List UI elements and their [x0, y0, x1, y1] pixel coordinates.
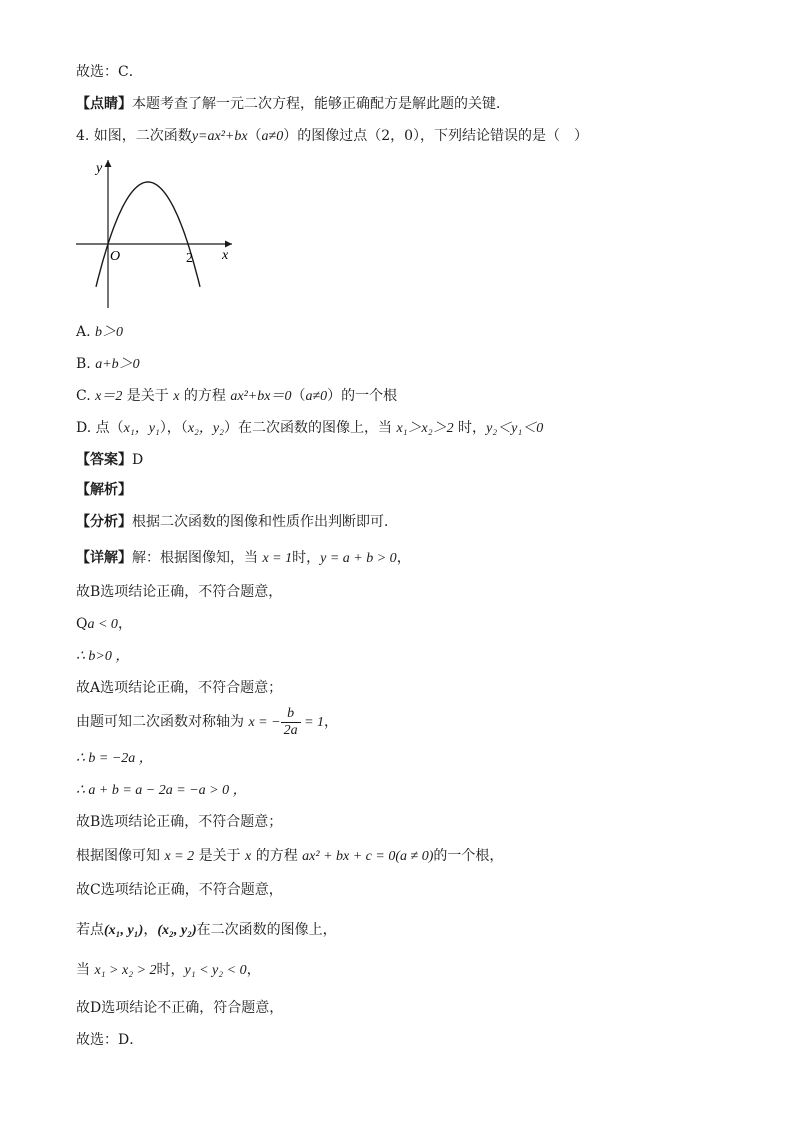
root-label: 2: [186, 251, 193, 266]
option-a: A. b＞0: [76, 324, 124, 340]
step-13: 故D选项结论不正确，符合题意，: [76, 1000, 284, 1016]
option-d: D. 点（x₁，y₁），（x₂，y₂）在二次函数的图像上，当 x₁＞x₂＞2 时，y₂＜y₁＜0: [76, 420, 544, 436]
fraction-b-over-2a: $\frac{b}{2a}$: [281, 706, 301, 739]
analysis-line: 【分析】根据二次函数的图像和性质作出判断即可．: [76, 514, 398, 530]
previous-conclusion: 故选：C．: [76, 64, 143, 80]
y-axis-label: y: [96, 161, 103, 176]
step-6: ∴ b = −2a ，: [76, 751, 153, 766]
parabola-curve: [96, 182, 200, 287]
option-b: B. a+b＞0: [76, 356, 140, 372]
detail-line: 【详解】解：根据图像知，当 x = 1时，y = a + b > 0，: [76, 550, 411, 566]
step-1: 故B选项结论正确，不符合题意，: [76, 584, 283, 600]
step-2: Qa < 0，: [76, 616, 132, 632]
question-4: 4. 如图，二次函数y=ax²+bx（a≠0）的图像过点（2，0），下列结论错误的是（ ）: [76, 128, 589, 144]
analysis-tag: 【分析】: [76, 514, 132, 530]
x-axis-label: x: [222, 248, 229, 263]
analysis-heading: 【解析】: [76, 482, 132, 498]
step-8: 故B选项结论正确，不符合题意；: [76, 814, 283, 830]
step-4: 故A选项结论正确，不符合题意；: [76, 680, 283, 696]
option-c: C. x＝2 是关于 x 的方程 ax²+bx＝0（a≠0）的一个根: [76, 388, 398, 404]
answer-tag: 【答案】: [76, 452, 132, 468]
answer-line: 【答案】D: [76, 452, 144, 468]
step-10: 故C选项结论正确，不符合题意，: [76, 882, 283, 898]
step-9: 根据图像可知 x = 2 是关于 x 的方程 ax² + bx + c = 0(a ≠ 0)的一个根，: [76, 848, 504, 864]
step-3: ∴ b>0 ，: [76, 649, 130, 664]
parabola-graph: [72, 152, 242, 312]
origin-label: O: [110, 249, 121, 264]
step-5-axis-of-symmetry: 由题可知二次函数对称轴为 x = − $\frac{b}{2a}$ = 1，: [76, 705, 339, 738]
remark-tag: 【点睛】: [76, 96, 132, 112]
detail-tag: 【详解】: [76, 550, 132, 566]
step-12: 当 x₁ > x₂ > 2时，y₁ < y₂ < 0，: [76, 962, 261, 978]
remark-line: 【点睛】本题考查了解一元二次方程，能够正确配方是解此题的关键．: [76, 96, 510, 112]
step-11: 若点(x₁, y₁)，(x₂, y₂)在二次函数的图像上，: [76, 922, 337, 938]
step-7: ∴ a + b = a − 2a = −a > 0 ，: [76, 783, 247, 798]
final-answer: 故选：D．: [76, 1032, 144, 1048]
